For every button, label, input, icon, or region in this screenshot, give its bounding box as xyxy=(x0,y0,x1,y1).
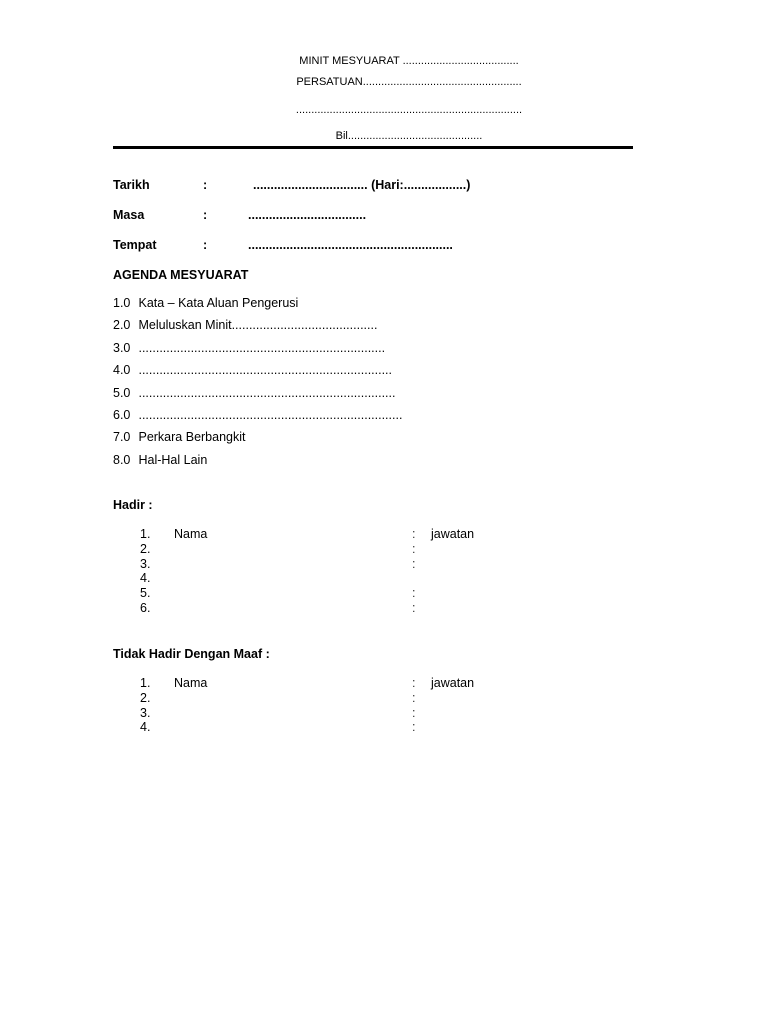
agenda-item-text: Kata – Kata Aluan Pengerusi xyxy=(138,296,299,310)
absentee-row xyxy=(140,706,560,721)
attendee-colon: : xyxy=(412,527,416,541)
tidak-hadir-list xyxy=(140,676,560,735)
agenda-item-text: Hal-Hal Lain xyxy=(138,452,208,467)
meta-tempat-value: ........................................................... xyxy=(248,238,453,252)
absentee-row xyxy=(140,691,560,706)
absentee-number: 2. xyxy=(140,690,151,705)
agenda-item xyxy=(113,430,402,452)
agenda-item-text: Perkara Berbangkit xyxy=(138,430,246,445)
header-persatuan: PERSATUAN.................................................... xyxy=(296,76,522,88)
absentee-colon: : xyxy=(412,720,416,735)
attendee-row xyxy=(140,557,560,572)
agenda-title: AGENDA MESYUARAT xyxy=(113,268,249,282)
absentee-name: Nama xyxy=(174,676,208,690)
meta-tarikh-label: Tarikh xyxy=(113,178,150,192)
meta-tarikh-value: ................................. (Hari:..................) xyxy=(253,178,471,192)
attendee-number: 6. xyxy=(140,600,151,615)
absentee-number: 3. xyxy=(140,705,151,720)
agenda-list xyxy=(113,296,402,475)
hadir-title: Hadir : xyxy=(113,498,153,512)
agenda-item xyxy=(113,296,402,318)
attendee-number: 2. xyxy=(140,541,151,556)
attendee-colon: : xyxy=(412,541,416,556)
header-divider xyxy=(113,146,633,149)
agenda-item-text: .......................................................................... xyxy=(138,385,396,400)
attendee-row xyxy=(140,601,560,616)
agenda-item-number: 1.0 xyxy=(113,296,131,310)
agenda-item-number: 7.0 xyxy=(113,430,131,445)
agenda-item-text: Meluluskan Minit.......................................... xyxy=(138,318,378,333)
agenda-item-number: 6.0 xyxy=(113,407,131,422)
agenda-item-number: 8.0 xyxy=(113,452,131,467)
meta-tarikh-colon: : xyxy=(203,178,208,192)
attendee-number: 4. xyxy=(140,571,151,586)
attendee-row xyxy=(140,542,560,557)
absentee-colon: : xyxy=(412,690,416,705)
header-blank-line: .......................................................................... xyxy=(295,104,523,116)
absentee-number: 1. xyxy=(140,676,151,690)
meta-masa-value: .................................. xyxy=(248,208,367,222)
agenda-item-text: ............................................................................ xyxy=(138,407,403,422)
meta-masa-colon: : xyxy=(203,208,208,222)
absentee-row xyxy=(140,720,560,735)
agenda-item-number: 4.0 xyxy=(113,363,131,378)
agenda-item xyxy=(113,453,402,475)
agenda-item xyxy=(113,408,402,430)
agenda-item xyxy=(113,386,402,408)
absentee-colon: : xyxy=(412,705,416,720)
agenda-item xyxy=(113,318,402,340)
attendee-row xyxy=(140,527,560,542)
absentee-position: jawatan xyxy=(431,676,475,690)
attendee-number: 3. xyxy=(140,556,151,571)
agenda-item-text: ......................................................................... xyxy=(138,363,393,378)
attendee-colon: : xyxy=(412,600,416,615)
meta-tempat-colon: : xyxy=(203,238,208,252)
agenda-item-number: 3.0 xyxy=(113,340,131,355)
attendee-name: Nama xyxy=(174,527,208,541)
absentee-colon: : xyxy=(412,676,416,690)
tidak-hadir-title: Tidak Hadir Dengan Maaf : xyxy=(113,647,270,661)
agenda-item xyxy=(113,341,402,363)
meta-masa-label: Masa xyxy=(113,208,145,222)
absentee-row xyxy=(140,676,560,691)
attendee-colon: : xyxy=(412,556,416,571)
agenda-item-number: 2.0 xyxy=(113,318,131,333)
header-bil: Bil............................................ xyxy=(335,130,483,142)
meta-tempat-label: Tempat xyxy=(113,238,157,252)
absentee-number: 4. xyxy=(140,720,151,735)
attendee-number: 1. xyxy=(140,527,151,541)
hadir-list xyxy=(140,527,560,616)
agenda-item xyxy=(113,363,402,385)
attendee-colon: : xyxy=(412,586,416,601)
attendee-number: 5. xyxy=(140,586,151,601)
attendee-row xyxy=(140,571,560,586)
header-minit-mesyuarat: MINIT MESYUARAT ...................................... xyxy=(299,55,519,67)
agenda-item-text: ....................................................................... xyxy=(138,340,386,355)
agenda-item-number: 5.0 xyxy=(113,385,131,400)
attendee-position: jawatan xyxy=(431,527,475,541)
attendee-row xyxy=(140,586,560,601)
